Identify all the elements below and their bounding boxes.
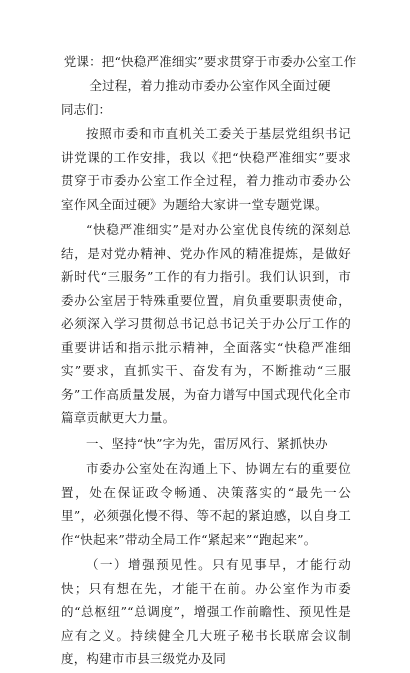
paragraph-requirement-summary: “快稳严准细实”是对办公室优良传统的深刻总结，是对党办精神、党办作风的精准提炼，是做好新时代“三服务”工作的有力指引。我们认识到，市委办公室居于特殊重要位置，肩负重要职责使命，必须深入学习贯彻总书记总书记关于办公厅工作的重要讲话和指示批示精神，全面落实“快稳严准细实”要求，直抓实干、奋发有为，不断推动“三服务”工作高质量发展，为奋力谱写中国式现代化全市篇章贡献更大力量。 (61, 222, 351, 425)
document-body (61, 122, 351, 673)
paragraph-intro: 按照市委和市直机关工委关于基层党组织书记讲党课的工作安排，我以《把“快稳严准细实”要求贯穿于市委办公室工作全过程，着力推动市委办公室作风全面过硬》为题给大家讲一堂专题党课。 (61, 126, 351, 212)
document-title: 党课：把“快稳严准细实”要求贯穿于市委办公室工作全过程，着力推动市委办公室作风全面过硬 (63, 54, 357, 93)
subsection-1-1: （一）增强预见性。只有见事早，才能行动快；只有想在先，才能干在前。办公室作为市委的“总枢纽”“总调度”，增强工作前瞻性、预见性是应有之义。持续健全几大班子秘书长联席会议制度，构建市市县三级党办及同 (61, 557, 351, 666)
paragraph-section-1: 市委办公室处在沟通上下、协调左右的重要位置，处在保证政令畅通、决策落实的“最先一公里”，必须强化慢不得、等不起的紧迫感，以自身工作“快起来”带动全局工作“紧起来”“跑起来”。 (61, 461, 351, 547)
section-heading-1: 一、坚持“快”字为先，雷厉风行、紧抓快办 (86, 435, 328, 451)
salutation: 同志们： (61, 102, 112, 117)
